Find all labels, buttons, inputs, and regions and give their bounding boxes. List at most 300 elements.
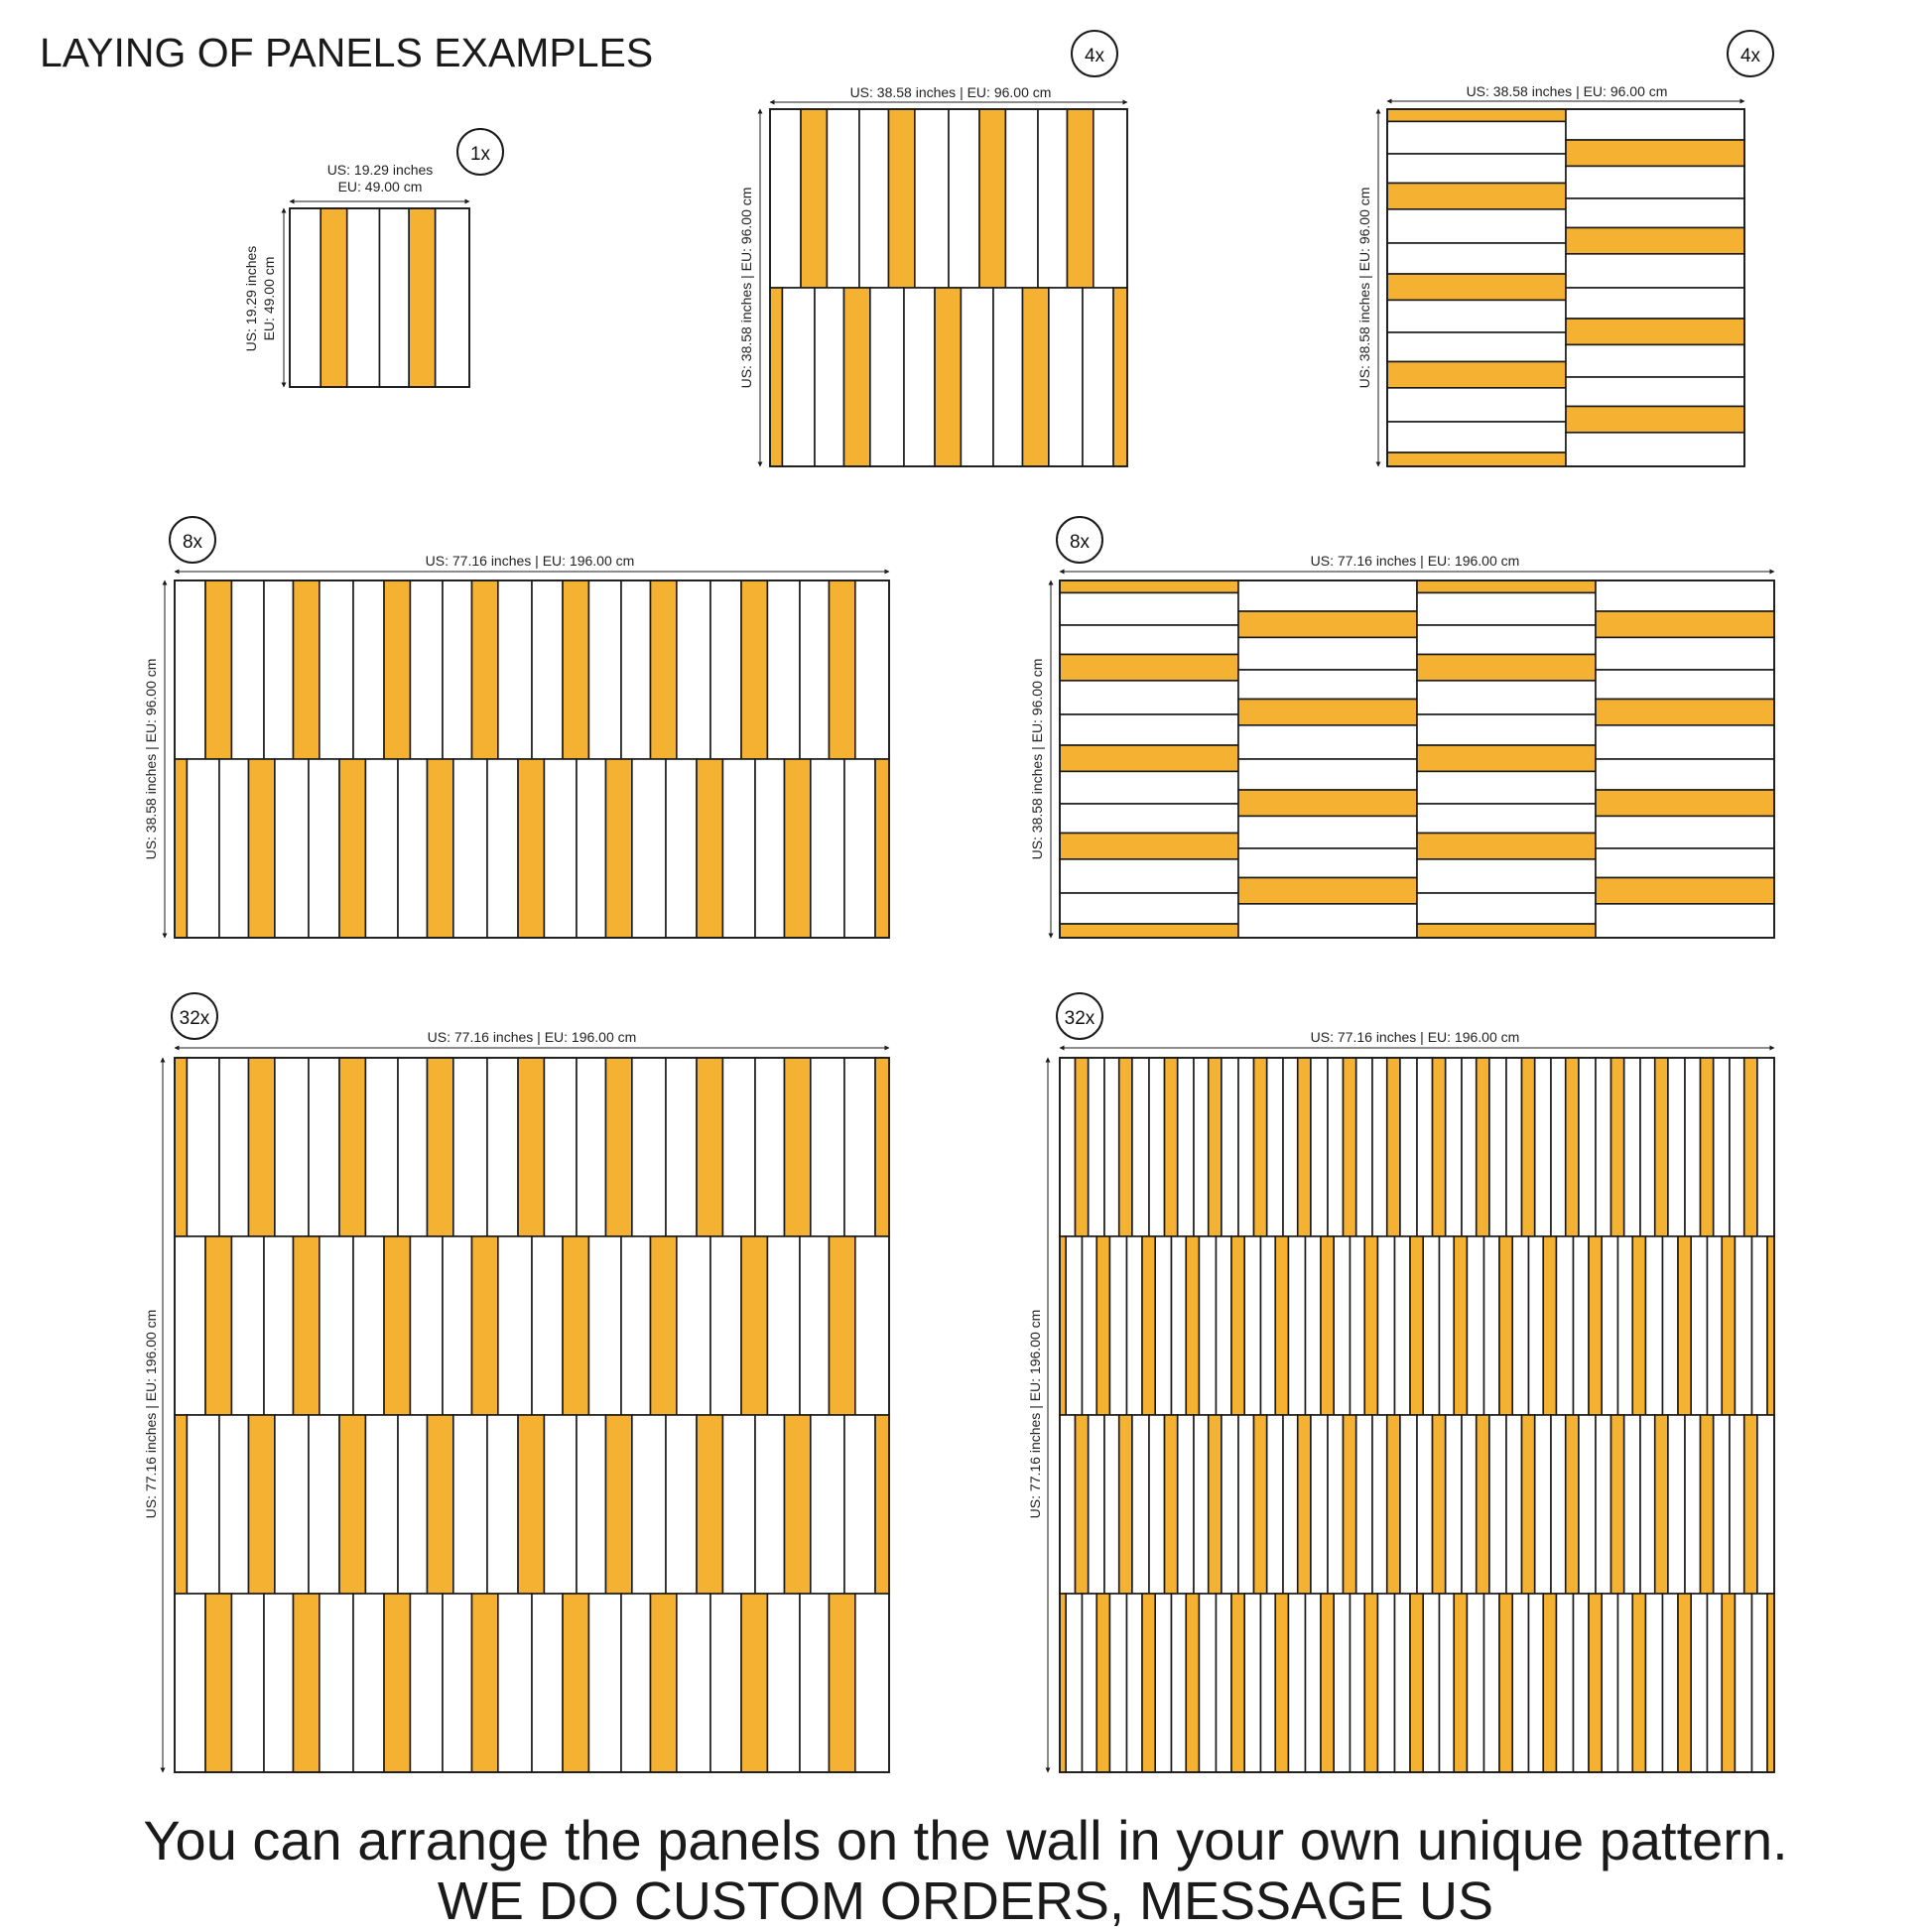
accent-strip	[1387, 109, 1566, 121]
panel-strip	[1066, 1236, 1082, 1415]
accent-strip	[293, 1594, 319, 1772]
panel-strip	[1566, 433, 1744, 466]
panel-strip	[666, 759, 697, 938]
panel-strip	[1089, 1058, 1104, 1236]
panel-strip	[949, 109, 979, 288]
panel-strip	[904, 288, 935, 466]
panel-strip	[1506, 1058, 1522, 1236]
accent-strip	[175, 1058, 187, 1236]
accent-strip	[697, 1058, 722, 1236]
accent-strip	[1611, 1415, 1624, 1594]
panel-strip	[1484, 1236, 1500, 1415]
accent-strip	[248, 1415, 274, 1594]
panel-strip	[1132, 1058, 1149, 1236]
accent-strip	[1119, 1058, 1132, 1236]
accent-strip	[1417, 745, 1596, 771]
panel-strip	[811, 1415, 844, 1594]
accent-strip	[1275, 1236, 1288, 1415]
panel-strip	[1440, 1594, 1455, 1772]
accent-strip	[1701, 1415, 1714, 1594]
panel-strip	[710, 1594, 741, 1772]
accent-strip	[1165, 1415, 1178, 1594]
panel-strip	[755, 1058, 784, 1236]
panel-strip	[309, 1415, 339, 1594]
accent-strip	[1238, 790, 1417, 816]
panel-strip	[1566, 254, 1744, 288]
panel-strip	[309, 759, 339, 938]
accent-strip	[293, 1236, 319, 1415]
panel-strip	[1351, 1594, 1365, 1772]
panel-strip	[1579, 1058, 1596, 1236]
panel-strip	[870, 288, 904, 466]
panel-strip	[532, 580, 563, 759]
accent-strip	[1543, 1236, 1556, 1415]
accent-strip	[1060, 1236, 1066, 1415]
panel-strip	[1423, 1594, 1439, 1772]
dim-top: US: 77.16 inches | EU: 196.00 cm	[425, 553, 635, 569]
accent-strip	[1589, 1236, 1602, 1415]
panel-strip	[1109, 1594, 1126, 1772]
panel-strip	[453, 1058, 487, 1236]
panel-strip	[1334, 1594, 1350, 1772]
panel-strip	[1417, 1058, 1433, 1236]
panel-strip	[1083, 1594, 1097, 1772]
badge-4x: 4x	[1739, 46, 1761, 66]
panel-strip	[231, 580, 264, 759]
panel-strip	[1535, 1058, 1551, 1236]
accent-strip	[427, 759, 452, 938]
accent-strip	[1231, 1236, 1244, 1415]
panel-strip	[1194, 1058, 1209, 1236]
panel-strip	[544, 1415, 577, 1594]
panel-strip	[365, 1415, 398, 1594]
panel-strip	[1387, 388, 1566, 422]
panel-strip	[1663, 1236, 1679, 1415]
panel-strip	[1462, 1058, 1477, 1236]
accent-strip	[1096, 1236, 1109, 1415]
panel-strip	[436, 208, 469, 387]
accent-strip	[1076, 1415, 1089, 1594]
panel-strip	[767, 1594, 800, 1772]
accent-strip	[339, 1058, 365, 1236]
panel-strip	[1417, 893, 1596, 924]
panel-strip	[347, 208, 380, 387]
panel-strip	[487, 1058, 518, 1236]
panel-strip	[175, 580, 205, 759]
panel-strip	[1387, 121, 1566, 154]
panel-wall	[175, 1058, 889, 1772]
accent-strip	[875, 1415, 889, 1594]
accent-strip	[1417, 654, 1596, 680]
accent-strip	[1254, 1415, 1267, 1594]
panel-strip	[1005, 109, 1038, 288]
panel-strip	[1066, 1594, 1082, 1772]
panel-strip	[1663, 1594, 1679, 1772]
panel-strip	[1566, 377, 1744, 406]
panel-strip	[1109, 1236, 1126, 1415]
panel-strip	[1596, 725, 1774, 759]
panel-strip	[1387, 422, 1566, 452]
panel-strip	[1423, 1236, 1439, 1415]
accent-strip	[1275, 1594, 1288, 1772]
dim-top: US: 38.58 inches | EU: 96.00 cm	[849, 84, 1052, 100]
panel-strip	[1484, 1594, 1500, 1772]
panel-strip	[309, 1058, 339, 1236]
accent-strip	[1632, 1236, 1645, 1415]
panel-strip	[1624, 1415, 1640, 1594]
panel-strip	[1155, 1594, 1171, 1772]
panel-strip	[1757, 1415, 1774, 1594]
panel-strip	[275, 1058, 309, 1236]
dim-top: US: 77.16 inches | EU: 196.00 cm	[427, 1029, 637, 1045]
panel-strip	[588, 580, 621, 759]
panel-strip	[275, 1415, 309, 1594]
accent-strip	[741, 1594, 767, 1772]
accent-strip	[1410, 1594, 1423, 1772]
panel-strip	[175, 1236, 205, 1415]
accent-strip	[829, 1236, 854, 1415]
panel-strip	[1377, 1594, 1394, 1772]
accent-strip	[1344, 1058, 1356, 1236]
accent-strip	[1522, 1415, 1535, 1594]
panel-strip	[1551, 1058, 1566, 1236]
accent-strip	[1364, 1594, 1377, 1772]
panel-strip	[1691, 1594, 1707, 1772]
panel-strip	[859, 109, 888, 288]
panel-strip	[1602, 1594, 1617, 1772]
badge-8x: 8x	[182, 532, 203, 553]
panel-strip	[1691, 1236, 1707, 1415]
accent-strip	[1410, 1236, 1423, 1415]
panel-strip	[1244, 1236, 1260, 1415]
panel-strip	[1489, 1415, 1506, 1594]
panel-strip	[1244, 1594, 1260, 1772]
dim-top-us: US: 19.29 inches	[326, 162, 434, 178]
panel-strip	[1038, 109, 1067, 288]
accent-strip	[1744, 1058, 1757, 1236]
accent-strip	[1142, 1236, 1155, 1415]
panel-strip	[1489, 1058, 1506, 1236]
panel-strip	[1155, 1236, 1171, 1415]
panel-strip	[1596, 580, 1774, 611]
panel-strip	[1178, 1058, 1194, 1236]
accent-strip	[339, 759, 365, 938]
accent-strip	[1387, 274, 1566, 300]
accent-strip	[1499, 1236, 1512, 1415]
accent-strip	[1060, 1594, 1066, 1772]
accent-strip	[1238, 611, 1417, 637]
panel-strip	[1714, 1058, 1730, 1236]
panel-strip	[1351, 1236, 1365, 1415]
panel-wall	[1060, 1058, 1774, 1772]
panel-strip	[1060, 681, 1238, 714]
panel-strip	[1574, 1594, 1590, 1772]
dim-side: US: 77.16 inches | EU: 196.00 cm	[1027, 1309, 1043, 1519]
panel-strip	[1238, 904, 1417, 938]
panel-strip	[1083, 288, 1113, 466]
panel-strip	[1417, 804, 1596, 833]
accent-strip	[935, 288, 961, 466]
panel-strip	[1512, 1236, 1528, 1415]
panel-strip	[1417, 625, 1596, 654]
panel-strip	[1149, 1415, 1165, 1594]
panel-strip	[443, 1594, 471, 1772]
accent-strip	[1209, 1415, 1222, 1594]
dim-side: US: 38.58 inches | EU: 96.00 cm	[1029, 658, 1045, 860]
panel-strip	[1566, 109, 1744, 140]
panel-strip	[1512, 1594, 1528, 1772]
accent-strip	[1454, 1236, 1467, 1415]
panel-strip	[1238, 1415, 1254, 1594]
accent-strip	[1165, 1058, 1178, 1236]
panel-strip	[187, 759, 219, 938]
panel-strip	[1334, 1236, 1350, 1415]
panel-strip	[722, 1415, 755, 1594]
accent-strip	[888, 109, 914, 288]
panel-strip	[320, 580, 353, 759]
panel-strip	[767, 580, 800, 759]
panel-strip	[1199, 1594, 1216, 1772]
panel-strip	[1596, 1415, 1611, 1594]
panel-strip	[710, 580, 741, 759]
accent-strip	[1238, 699, 1417, 724]
accent-strip	[1566, 1058, 1579, 1236]
panel-strip	[800, 1236, 829, 1415]
panel-strip	[815, 288, 843, 466]
panel-strip	[632, 759, 666, 938]
accent-strip	[1596, 877, 1774, 903]
accent-strip	[875, 759, 889, 938]
example-4x-vertical	[738, 31, 1127, 466]
panel-strip	[844, 1058, 875, 1236]
badge-32x: 32x	[1064, 1008, 1095, 1029]
panel-strip	[770, 109, 801, 288]
panel-strip	[722, 1058, 755, 1236]
accent-strip	[1060, 654, 1238, 680]
panel-strip	[632, 1058, 666, 1236]
panel-strip	[1127, 1594, 1143, 1772]
panel-wall	[770, 109, 1127, 466]
panel-strip	[1372, 1058, 1387, 1236]
panel-strip	[1417, 771, 1596, 804]
accent-strip	[1655, 1058, 1668, 1236]
accent-strip	[205, 1594, 231, 1772]
accent-strip	[205, 580, 231, 759]
panel-strip	[487, 759, 518, 938]
accent-strip	[1566, 319, 1744, 344]
panel-wall	[1387, 109, 1744, 466]
accent-strip	[1566, 406, 1744, 432]
panel-strip	[1462, 1415, 1477, 1594]
panel-strip	[844, 1415, 875, 1594]
panel-strip	[1283, 1058, 1298, 1236]
panel-strip	[1596, 904, 1774, 938]
accent-strip	[1060, 745, 1238, 771]
panel-strip	[1730, 1058, 1744, 1236]
panel-strip	[1506, 1415, 1522, 1594]
accent-strip	[1096, 1594, 1109, 1772]
accent-strip	[1433, 1415, 1446, 1594]
accent-strip	[1113, 288, 1127, 466]
panel-strip	[1049, 288, 1083, 466]
accent-strip	[1209, 1058, 1222, 1236]
panel-strip	[410, 580, 443, 759]
badge-32x: 32x	[179, 1008, 210, 1029]
panel-strip	[443, 580, 471, 759]
accent-strip	[248, 759, 274, 938]
panel-strip	[577, 759, 605, 938]
accent-strip	[1701, 1058, 1714, 1236]
accent-strip	[384, 1236, 410, 1415]
accent-strip	[1387, 1415, 1400, 1594]
accent-strip	[563, 1594, 588, 1772]
panel-strip	[1467, 1236, 1483, 1415]
panel-strip	[1735, 1594, 1751, 1772]
panel-strip	[1446, 1415, 1462, 1594]
accent-strip	[1744, 1415, 1757, 1594]
panel-strip	[1261, 1236, 1276, 1415]
panel-strip	[1261, 1594, 1276, 1772]
accent-strip	[650, 1594, 676, 1772]
panel-strip	[1574, 1236, 1590, 1415]
accent-strip	[1678, 1594, 1691, 1772]
panel-strip	[1596, 759, 1774, 790]
panel-strip	[755, 1415, 784, 1594]
accent-strip	[1632, 1594, 1645, 1772]
panel-strip	[1060, 625, 1238, 654]
accent-strip	[1387, 1058, 1400, 1236]
accent-strip	[1022, 288, 1048, 466]
dim-side: US: 38.58 inches | EU: 96.00 cm	[738, 187, 754, 389]
example-32x-a	[143, 993, 889, 1772]
panel-strip	[1467, 1594, 1483, 1772]
accent-strip	[1454, 1594, 1467, 1772]
panel-strip	[1089, 1415, 1104, 1594]
accent-strip	[1119, 1415, 1132, 1594]
accent-strip	[1060, 924, 1238, 938]
accent-strip	[1477, 1415, 1489, 1594]
panel-strip	[1178, 1415, 1194, 1594]
panel-strip	[1172, 1236, 1187, 1415]
panel-strip	[666, 1415, 697, 1594]
accent-strip	[518, 1058, 544, 1236]
accent-strip	[1238, 877, 1417, 903]
accent-strip	[979, 109, 1005, 288]
footer-cta: WE DO CUSTOM ORDERS, MESSAGE US	[437, 1871, 1494, 1931]
panel-strip	[1238, 1058, 1254, 1236]
panel-strip	[621, 1594, 650, 1772]
badge-4x: 4x	[1084, 46, 1105, 66]
accent-strip	[1060, 580, 1238, 592]
accent-strip	[1611, 1058, 1624, 1236]
panel-strip	[1566, 288, 1744, 319]
panel-strip	[498, 580, 532, 759]
panel-strip	[353, 580, 384, 759]
panel-strip	[1551, 1415, 1566, 1594]
panel-strip	[1104, 1058, 1119, 1236]
accent-strip	[784, 759, 810, 938]
panel-strip	[1645, 1594, 1662, 1772]
panel-strip	[1060, 859, 1238, 893]
panel-strip	[532, 1594, 563, 1772]
panel-strip	[632, 1415, 666, 1594]
panel-strip	[1417, 859, 1596, 893]
panel-strip	[1060, 771, 1238, 804]
panel-strip	[1417, 1415, 1433, 1594]
panel-strip	[398, 1415, 427, 1594]
panel-strip	[1267, 1058, 1283, 1236]
panel-strip	[1288, 1236, 1305, 1415]
accent-strip	[1499, 1594, 1512, 1772]
accent-strip	[384, 580, 410, 759]
accent-strip	[427, 1415, 452, 1594]
panel-strip	[677, 1594, 710, 1772]
panel-strip	[1529, 1236, 1544, 1415]
accent-strip	[1589, 1594, 1602, 1772]
dim-side: US: 38.58 inches | EU: 96.00 cm	[143, 658, 159, 860]
panel-strip	[544, 759, 577, 938]
panel-strip	[1217, 1594, 1232, 1772]
dim-top: US: 77.16 inches | EU: 196.00 cm	[1310, 553, 1520, 569]
panel-strip	[993, 288, 1022, 466]
panel-strip	[1566, 344, 1744, 377]
panel-strip	[1328, 1058, 1344, 1236]
accent-strip	[1186, 1594, 1199, 1772]
panel-strip	[1194, 1415, 1209, 1594]
panel-strip	[1708, 1236, 1723, 1415]
accent-strip	[1722, 1236, 1735, 1415]
panel-strip	[1417, 592, 1596, 625]
panel-strip	[1735, 1236, 1751, 1415]
panel-strip	[1387, 209, 1566, 243]
footer-message: You can arrange the panels on the wall in your own unique pattern.	[143, 1809, 1788, 1871]
panel-strip	[577, 1058, 605, 1236]
panel-strip	[1400, 1058, 1417, 1236]
panel-strip	[1640, 1058, 1655, 1236]
panel-strip	[811, 1058, 844, 1236]
panel-strip	[353, 1594, 384, 1772]
panel-strip	[290, 208, 321, 387]
panel-strip	[1238, 637, 1417, 670]
panel-strip	[1217, 1236, 1232, 1415]
accent-strip	[1417, 924, 1596, 938]
panel-strip	[1060, 893, 1238, 924]
panel-strip	[1267, 1415, 1283, 1594]
panel-strip	[827, 109, 859, 288]
badge-8x: 8x	[1069, 532, 1091, 553]
accent-strip	[605, 1058, 631, 1236]
accent-strip	[1142, 1594, 1155, 1772]
panel-strip	[410, 1236, 443, 1415]
panel-strip	[588, 1236, 621, 1415]
accent-strip	[1387, 452, 1566, 466]
accent-strip	[175, 1415, 187, 1594]
example-8x-horizontal	[1029, 517, 1774, 938]
panel-strip	[782, 288, 815, 466]
accent-strip	[1678, 1236, 1691, 1415]
panel-strip	[1596, 1058, 1611, 1236]
panel-strip	[855, 1594, 889, 1772]
accent-strip	[1767, 1594, 1774, 1772]
panel-strip	[1618, 1236, 1633, 1415]
accent-strip	[1298, 1058, 1311, 1236]
panel-strip	[677, 580, 710, 759]
accent-strip	[801, 109, 827, 288]
accent-strip	[563, 1236, 588, 1415]
dim-top: US: 38.58 inches | EU: 96.00 cm	[1466, 83, 1668, 99]
panel-strip	[1602, 1236, 1617, 1415]
panel-strip	[1094, 109, 1127, 288]
